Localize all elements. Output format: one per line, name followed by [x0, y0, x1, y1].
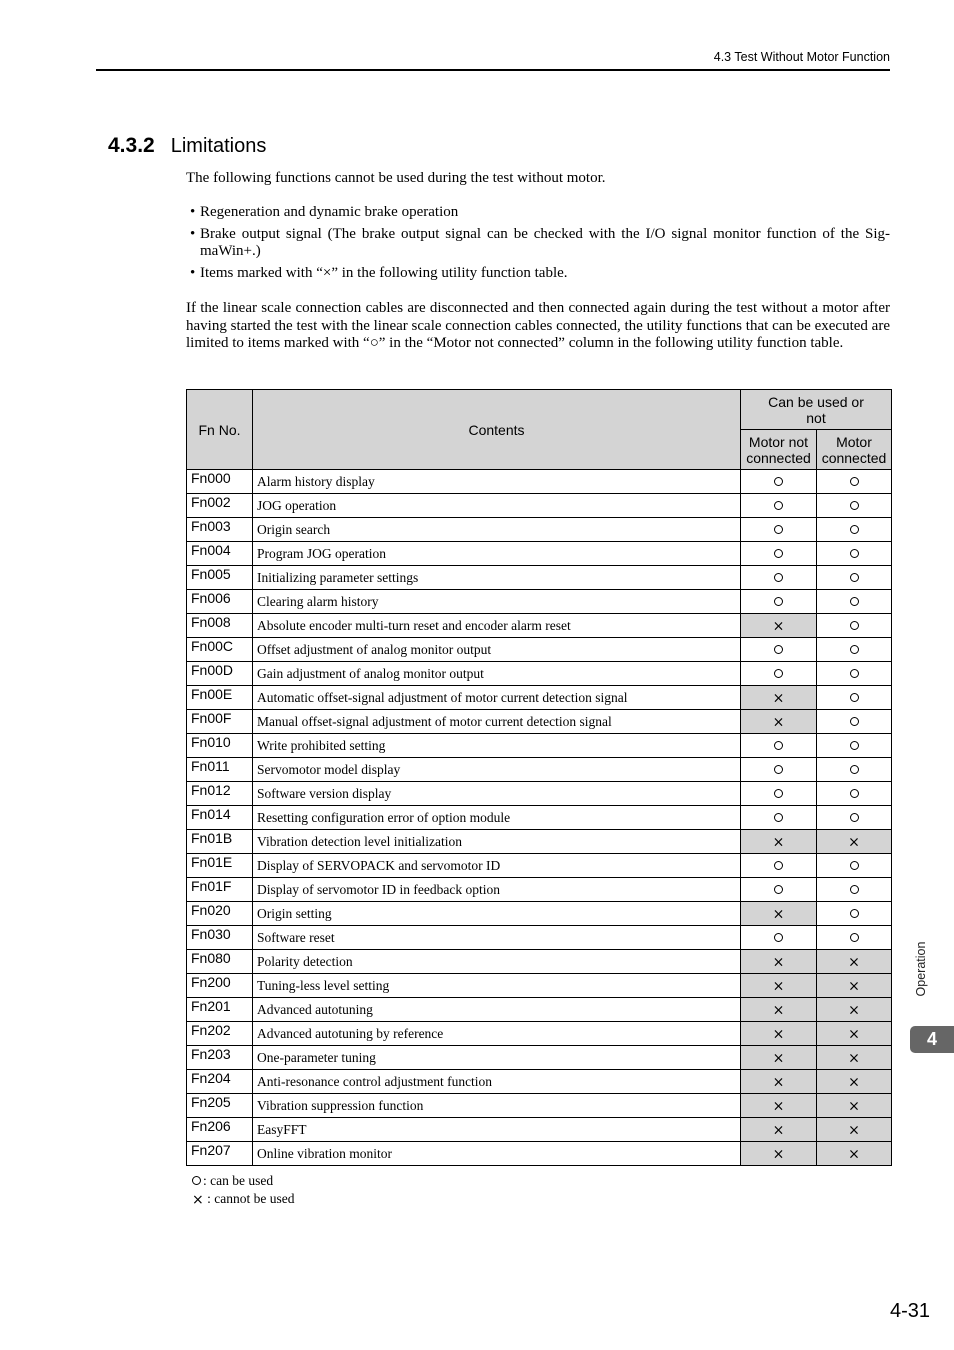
circle-icon [774, 597, 783, 606]
cross-icon: × [848, 977, 860, 994]
mark-motor-not-connected [741, 638, 817, 662]
mark-motor-connected [817, 854, 892, 878]
mark-motor-not-connected [741, 926, 817, 950]
circle-icon [850, 525, 859, 534]
mark-motor-not-connected [741, 998, 817, 1022]
utility-function-table [186, 389, 892, 1166]
side-label: Operation [914, 941, 928, 997]
fn-contents: Software reset [253, 926, 741, 950]
mark-motor-connected [817, 1142, 892, 1166]
fn-contents: Alarm history display [253, 470, 741, 494]
circle-icon [850, 741, 859, 750]
mark-motor-connected [817, 998, 892, 1022]
mark-motor-connected [817, 974, 892, 998]
mark-motor-not-connected [741, 902, 817, 926]
cross-icon: × [848, 1145, 860, 1162]
table-row [187, 830, 892, 854]
cross-icon: × [772, 689, 785, 706]
mark-motor-connected [817, 926, 892, 950]
fn-contents: Display of servomotor ID in feedback option [253, 878, 741, 902]
fn-number: Fn00D [187, 662, 253, 686]
fn-number: Fn01B [187, 830, 253, 854]
circle-icon [774, 501, 783, 510]
header-contents: Contents [253, 390, 741, 470]
intro-text: The following functions cannot be used during the test without motor. [186, 170, 606, 186]
fn-number: Fn030 [187, 926, 253, 950]
fn-contents: Origin search [253, 518, 741, 542]
circle-icon [774, 861, 783, 870]
cross-icon: × [772, 1001, 785, 1018]
bullet-item: • Items marked with “×” in the following utility function table. [190, 264, 568, 281]
circle-icon [850, 549, 859, 558]
circle-icon [850, 789, 859, 798]
circle-icon [850, 861, 859, 870]
fn-number: Fn200 [187, 974, 253, 998]
mark-motor-not-connected [741, 830, 817, 854]
circle-icon [774, 645, 783, 654]
fn-contents: Resetting configuration error of option module [253, 806, 741, 830]
circle-icon [850, 621, 859, 630]
cross-icon: × [772, 1097, 785, 1114]
circle-icon [850, 933, 859, 942]
fn-contents: Vibration detection level initialization [253, 830, 741, 854]
table-row [187, 902, 892, 926]
linear-scale-paragraph: If the linear scale connection cables are disconnected and then connected again during the test without a motor after having started the test with the linear scale connection cables connected, the utility functions that can be executed are limited to items marked with “○” in the “Motor not connected” column in the following utility function table. [186, 300, 890, 351]
fn-contents: Gain adjustment of analog monitor output [253, 662, 741, 686]
mark-motor-not-connected [741, 1094, 817, 1118]
circle-icon [774, 669, 783, 678]
header-rule [96, 69, 890, 71]
fn-number: Fn01E [187, 854, 253, 878]
header-motor-not-connected: Motor not connected [741, 430, 817, 470]
mark-motor-connected [817, 782, 892, 806]
table-legend [192, 1172, 294, 1208]
fn-contents: Program JOG operation [253, 542, 741, 566]
mark-motor-not-connected [741, 878, 817, 902]
mark-motor-not-connected [741, 470, 817, 494]
mark-motor-connected [817, 1070, 892, 1094]
fn-number: Fn205 [187, 1094, 253, 1118]
bullet-dot: • [190, 204, 196, 220]
mark-motor-not-connected [741, 782, 817, 806]
cross-icon: × [848, 1073, 860, 1090]
table-row [187, 662, 892, 686]
circle-icon [774, 525, 783, 534]
table-row [187, 926, 892, 950]
mark-motor-not-connected [741, 950, 817, 974]
mark-motor-connected [817, 1118, 892, 1142]
cross-icon: × [848, 953, 860, 970]
circle-icon [850, 765, 859, 774]
mark-motor-connected [817, 494, 892, 518]
cross-icon: × [772, 617, 785, 634]
circle-icon [850, 501, 859, 510]
mark-motor-not-connected [741, 758, 817, 782]
fn-contents: Anti-resonance control adjustment function [253, 1070, 741, 1094]
cross-icon: × [772, 953, 785, 970]
mark-motor-connected [817, 950, 892, 974]
mark-motor-not-connected [741, 686, 817, 710]
fn-contents: Online vibration monitor [253, 1142, 741, 1166]
circle-icon [850, 645, 859, 654]
table-row [187, 686, 892, 710]
mark-motor-not-connected [741, 566, 817, 590]
mark-motor-not-connected [741, 854, 817, 878]
mark-motor-connected [817, 1022, 892, 1046]
mark-motor-connected [817, 710, 892, 734]
chapter-tab: 4 [910, 1026, 954, 1053]
header-fn-no: Fn No. [187, 390, 253, 470]
table-row [187, 998, 892, 1022]
cross-icon: × [772, 905, 785, 922]
table-row [187, 758, 892, 782]
bullet-item: • Brake output signal (The brake output signal can be checked with the I/O signal monitor function of the Sig-maWin+.) [190, 225, 890, 259]
mark-motor-not-connected [741, 974, 817, 998]
mark-motor-not-connected [741, 518, 817, 542]
fn-number: Fn003 [187, 518, 253, 542]
mark-motor-connected [817, 686, 892, 710]
table-row [187, 806, 892, 830]
mark-motor-connected [817, 614, 892, 638]
fn-contents: Vibration suppression function [253, 1094, 741, 1118]
cross-icon: × [772, 1145, 785, 1162]
table-row [187, 518, 892, 542]
cross-icon: × [848, 1121, 860, 1138]
mark-motor-not-connected [741, 542, 817, 566]
section-title: Limitations [170, 135, 267, 157]
fn-contents: Absolute encoder multi-turn reset and encoder alarm reset [253, 614, 741, 638]
mark-motor-not-connected [741, 1070, 817, 1094]
fn-contents: Origin setting [253, 902, 741, 926]
mark-motor-connected [817, 518, 892, 542]
mark-motor-not-connected [741, 734, 817, 758]
section-number: 4.3.2 [108, 134, 155, 157]
fn-contents: Software version display [253, 782, 741, 806]
fn-contents: Display of SERVOPACK and servomotor ID [253, 854, 741, 878]
mark-motor-not-connected [741, 494, 817, 518]
table-row [187, 470, 892, 494]
fn-number: Fn011 [187, 758, 253, 782]
fn-number: Fn00C [187, 638, 253, 662]
mark-motor-not-connected [741, 1022, 817, 1046]
table-row [187, 854, 892, 878]
fn-contents: One-parameter tuning [253, 1046, 741, 1070]
running-header: 4.3 Test Without Motor Function [713, 50, 890, 64]
fn-contents: Automatic offset-signal adjustment of motor current detection signal [253, 686, 741, 710]
cross-icon: × [848, 1049, 860, 1066]
fn-contents: Write prohibited setting [253, 734, 741, 758]
cross-icon: × [772, 713, 785, 730]
mark-motor-connected [817, 1094, 892, 1118]
mark-motor-connected [817, 734, 892, 758]
cross-icon: × [772, 833, 785, 850]
cross-icon: × [848, 833, 860, 850]
limitations-list [186, 204, 890, 286]
fn-number: Fn014 [187, 806, 253, 830]
circle-icon [774, 477, 783, 486]
mark-motor-connected [817, 542, 892, 566]
fn-contents: Manual offset-signal adjustment of motor current detection signal [253, 710, 741, 734]
circle-icon [192, 1176, 201, 1185]
cross-icon: × [772, 1121, 785, 1138]
circle-icon [774, 573, 783, 582]
cross-icon: × [772, 977, 785, 994]
legend-can-be-used: : can be used [192, 1172, 294, 1190]
circle-icon [850, 813, 859, 822]
mark-motor-connected [817, 1046, 892, 1070]
header-can-be-used: Can be used or not [741, 390, 892, 430]
cross-icon: × [848, 1097, 860, 1114]
mark-motor-not-connected [741, 1118, 817, 1142]
fn-contents: Advanced autotuning [253, 998, 741, 1022]
table-row [187, 950, 892, 974]
fn-contents: Tuning-less level setting [253, 974, 741, 998]
fn-contents: EasyFFT [253, 1118, 741, 1142]
cross-icon: × [192, 1191, 204, 1208]
fn-contents: Initializing parameter settings [253, 566, 741, 590]
fn-contents: Polarity detection [253, 950, 741, 974]
circle-icon [850, 573, 859, 582]
table-row [187, 614, 892, 638]
table-row [187, 782, 892, 806]
circle-icon [850, 693, 859, 702]
cross-icon: × [772, 1073, 785, 1090]
circle-icon [850, 669, 859, 678]
circle-icon [850, 909, 859, 918]
mark-motor-not-connected [741, 614, 817, 638]
cross-icon: × [772, 1049, 785, 1066]
fn-number: Fn00F [187, 710, 253, 734]
mark-motor-connected [817, 566, 892, 590]
fn-number: Fn008 [187, 614, 253, 638]
section-heading [108, 134, 266, 158]
table-row [187, 710, 892, 734]
mark-motor-not-connected [741, 710, 817, 734]
mark-motor-not-connected [741, 806, 817, 830]
fn-number: Fn080 [187, 950, 253, 974]
fn-number: Fn207 [187, 1142, 253, 1166]
fn-number: Fn020 [187, 902, 253, 926]
legend-cannot-be-used: × : cannot be used [192, 1191, 295, 1208]
circle-icon [774, 789, 783, 798]
table-row [187, 1022, 892, 1046]
fn-number: Fn002 [187, 494, 253, 518]
table-row [187, 1046, 892, 1070]
mark-motor-connected [817, 806, 892, 830]
bullet-dot: • [190, 264, 196, 281]
table-row [187, 590, 892, 614]
mark-motor-connected [817, 470, 892, 494]
fn-number: Fn203 [187, 1046, 253, 1070]
table-row [187, 1142, 892, 1166]
circle-icon [850, 477, 859, 486]
mark-motor-not-connected [741, 590, 817, 614]
table-row [187, 638, 892, 662]
mark-motor-not-connected [741, 662, 817, 686]
fn-contents: JOG operation [253, 494, 741, 518]
fn-number: Fn006 [187, 590, 253, 614]
bullet-dot: • [190, 225, 196, 242]
table-row [187, 494, 892, 518]
circle-icon [850, 885, 859, 894]
fn-number: Fn202 [187, 1022, 253, 1046]
circle-icon [850, 597, 859, 606]
fn-number: Fn00E [187, 686, 253, 710]
circle-icon [774, 741, 783, 750]
circle-icon [774, 813, 783, 822]
fn-number: Fn206 [187, 1118, 253, 1142]
fn-contents: Offset adjustment of analog monitor output [253, 638, 741, 662]
circle-icon [774, 885, 783, 894]
table-row [187, 878, 892, 902]
cross-icon: × [848, 1025, 860, 1042]
fn-contents: Servomotor model display [253, 758, 741, 782]
fn-number: Fn201 [187, 998, 253, 1022]
circle-icon [774, 933, 783, 942]
table-row [187, 974, 892, 998]
mark-motor-connected [817, 830, 892, 854]
table-row [187, 566, 892, 590]
fn-contents: Advanced autotuning by reference [253, 1022, 741, 1046]
fn-number: Fn000 [187, 470, 253, 494]
table-row [187, 1070, 892, 1094]
header-motor-connected: Motor connected [817, 430, 892, 470]
cross-icon: × [848, 1001, 860, 1018]
mark-motor-connected [817, 590, 892, 614]
mark-motor-not-connected [741, 1046, 817, 1070]
bullet-item: • Regeneration and dynamic brake operation [190, 204, 459, 220]
fn-number: Fn012 [187, 782, 253, 806]
table-row [187, 1118, 892, 1142]
fn-contents: Clearing alarm history [253, 590, 741, 614]
circle-icon [774, 549, 783, 558]
fn-number: Fn005 [187, 566, 253, 590]
page-number: 4-31 [889, 1300, 930, 1322]
table-row [187, 542, 892, 566]
table-row [187, 1094, 892, 1118]
mark-motor-connected [817, 662, 892, 686]
mark-motor-connected [817, 878, 892, 902]
circle-icon [850, 717, 859, 726]
table-row [187, 734, 892, 758]
circle-icon [774, 765, 783, 774]
fn-number: Fn004 [187, 542, 253, 566]
cross-icon: × [772, 1025, 785, 1042]
fn-number: Fn204 [187, 1070, 253, 1094]
fn-number: Fn01F [187, 878, 253, 902]
mark-motor-not-connected [741, 1142, 817, 1166]
mark-motor-connected [817, 758, 892, 782]
mark-motor-connected [817, 902, 892, 926]
fn-number: Fn010 [187, 734, 253, 758]
mark-motor-connected [817, 638, 892, 662]
